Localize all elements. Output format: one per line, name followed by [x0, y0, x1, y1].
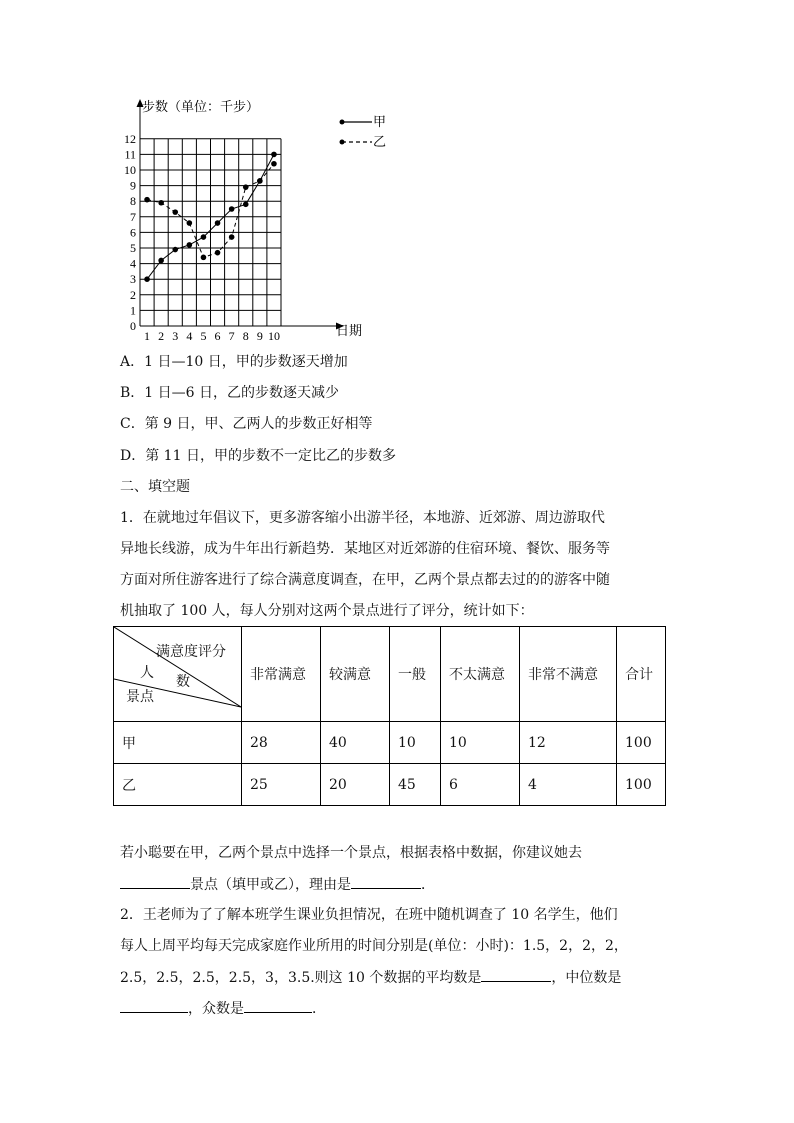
data-point-0 [144, 276, 150, 282]
x-tick-label: 3 [172, 329, 179, 343]
x-tick-label: 7 [228, 329, 235, 343]
header-cell: 不太满意 [441, 627, 520, 722]
table-row [114, 722, 666, 764]
table-cell: 10 [390, 722, 441, 764]
y-tick-label: 0 [130, 319, 136, 333]
y-tick-label: 9 [130, 178, 136, 193]
q2-line-1: 2．王老师为了了解本班学生课业负担情况，在班中随机调查了 10 名学生，他们 [120, 907, 618, 923]
data-point-0 [158, 258, 164, 264]
table-cell: 25 [242, 764, 321, 806]
data-point-1 [172, 209, 178, 215]
y-tick-label: 4 [130, 256, 136, 271]
x-tick-label: 6 [214, 329, 221, 343]
table-cell: 100 [617, 764, 666, 806]
chart-grid [140, 139, 281, 326]
table-cell: 6 [441, 764, 520, 806]
q1-after-text: 景点（填甲或乙），理由是 [190, 877, 351, 893]
data-point-1 [187, 220, 193, 226]
legend-label-jia: 甲 [373, 115, 387, 130]
table-header-row [114, 627, 666, 722]
answer-blank-mean[interactable] [481, 967, 551, 982]
x-tick-label: 5 [200, 329, 207, 343]
table-cell: 20 [321, 764, 390, 806]
header-cell: 一般 [390, 627, 441, 722]
legend-label-yi: 乙 [373, 135, 387, 150]
answer-blank-reason[interactable] [351, 874, 421, 889]
y-tick-label: 11 [124, 147, 136, 162]
q1-line-3: 方面对所住游客进行了综合满意度调查，在甲，乙两个景点都去过的的游客中随 [120, 572, 610, 588]
q1-after-line-2 [120, 874, 435, 895]
table-cell: 40 [321, 722, 390, 764]
data-point-1 [215, 250, 221, 256]
x-tick-label: 2 [158, 329, 165, 343]
data-point-1 [243, 184, 249, 190]
table-corner-cell [114, 627, 242, 722]
legend-marker-jia [340, 120, 345, 125]
q1-after-line-1: 若小聪要在甲，乙两个景点中选择一个景点，根据表格中数据，你建议她去 [120, 845, 582, 861]
row-label: 甲 [114, 722, 242, 764]
chart-legend [340, 115, 387, 150]
data-point-0 [172, 247, 178, 253]
y-tick-label: 1 [130, 303, 136, 318]
q2-line-2: 每人上周平均每天完成家庭作业所用的时间分别是(单位：小时)：1.5，2，2，2， [120, 938, 628, 954]
q2-line-3-text: 2.5，2.5，2.5，2.5，3，3.5.则这 10 个数据的平均数是 [120, 970, 482, 986]
y-tick-labels [124, 132, 136, 333]
answer-blank-spot[interactable] [120, 874, 190, 889]
table-cell: 12 [520, 722, 617, 764]
y-tick-label: 5 [130, 241, 136, 255]
corner-label-ren: 人 [140, 665, 154, 681]
table-cell: 4 [520, 764, 617, 806]
y-axis-label: 步数（单位：千步） [142, 100, 260, 115]
q2-line-4-end: ． [312, 1001, 326, 1017]
option-d: D．第 11 日，甲的步数不一定比乙的步数多 [120, 448, 396, 464]
data-point-1 [229, 234, 235, 240]
legend-marker-yi [340, 140, 345, 145]
data-point-1 [201, 255, 207, 261]
x-tick-labels [144, 329, 280, 343]
q1-after-end: ． [421, 877, 435, 893]
corner-label-spot: 景点 [126, 689, 154, 705]
y-tick-label: 7 [130, 209, 136, 224]
corner-label-shu: 数 [176, 674, 190, 690]
table-row [114, 764, 666, 806]
answer-blank-mode[interactable] [244, 998, 312, 1013]
x-tick-label: 1 [144, 329, 151, 343]
x-tick-label: 10 [267, 329, 280, 343]
q1-line-1: 1．在就地过年倡议下，更多游客缩小出游半径，本地游、近郊游、周边游取代 [120, 510, 605, 526]
option-c: C．第 9 日，甲、乙两人的步数正好相等 [120, 416, 373, 432]
data-point-0 [271, 152, 277, 158]
y-tick-label: 12 [124, 131, 136, 146]
data-point-1 [144, 197, 150, 203]
x-axis-label: 日期 [336, 324, 363, 339]
q2-line-3 [120, 967, 621, 988]
data-point-0 [201, 234, 207, 240]
option-a: A．1 日—10 日，甲的步数逐天增加 [120, 354, 348, 370]
header-cell: 较满意 [321, 627, 390, 722]
table-cell: 10 [441, 722, 520, 764]
header-cell: 非常不满意 [520, 627, 617, 722]
table-cell: 28 [242, 722, 321, 764]
y-tick-label: 10 [124, 163, 136, 177]
x-tick-label: 4 [186, 329, 193, 343]
x-tick-label: 9 [256, 329, 263, 343]
x-tick-label: 8 [242, 329, 249, 343]
data-point-0 [243, 202, 249, 208]
corner-label-score: 满意度评分 [156, 644, 226, 660]
answer-blank-median[interactable] [120, 998, 188, 1013]
data-point-1 [271, 161, 277, 167]
q2-line-4-text: ，众数是 [188, 1001, 244, 1017]
data-point-0 [187, 242, 193, 248]
header-cell: 非常满意 [242, 627, 321, 722]
option-b: B．1 日—6 日，乙的步数逐天减少 [120, 385, 340, 401]
satisfaction-table [113, 626, 666, 806]
q2-line-3-end: ，中位数是 [551, 970, 622, 986]
y-tick-label: 6 [130, 225, 136, 240]
header-cell: 合计 [617, 627, 666, 722]
data-point-1 [257, 178, 263, 184]
section-title: 二、填空题 [120, 479, 190, 495]
q2-line-4 [120, 998, 326, 1019]
y-tick-label: 3 [130, 272, 136, 287]
row-label: 乙 [114, 764, 242, 806]
table-cell: 100 [617, 722, 666, 764]
q1-line-2: 异地长线游，成为牛年出行新趋势．某地区对近郊游的住宿环境、餐饮、服务等 [120, 541, 610, 557]
data-point-0 [215, 220, 221, 226]
data-point-0 [229, 206, 235, 212]
step-line-chart [110, 95, 410, 350]
y-tick-label: 2 [130, 287, 136, 302]
table-cell: 45 [390, 764, 441, 806]
data-point-1 [158, 200, 164, 206]
q1-line-4: 机抽取了 100 人，每人分别对这两个景点进行了评分，统计如下： [120, 603, 534, 619]
y-tick-label: 8 [130, 194, 136, 209]
